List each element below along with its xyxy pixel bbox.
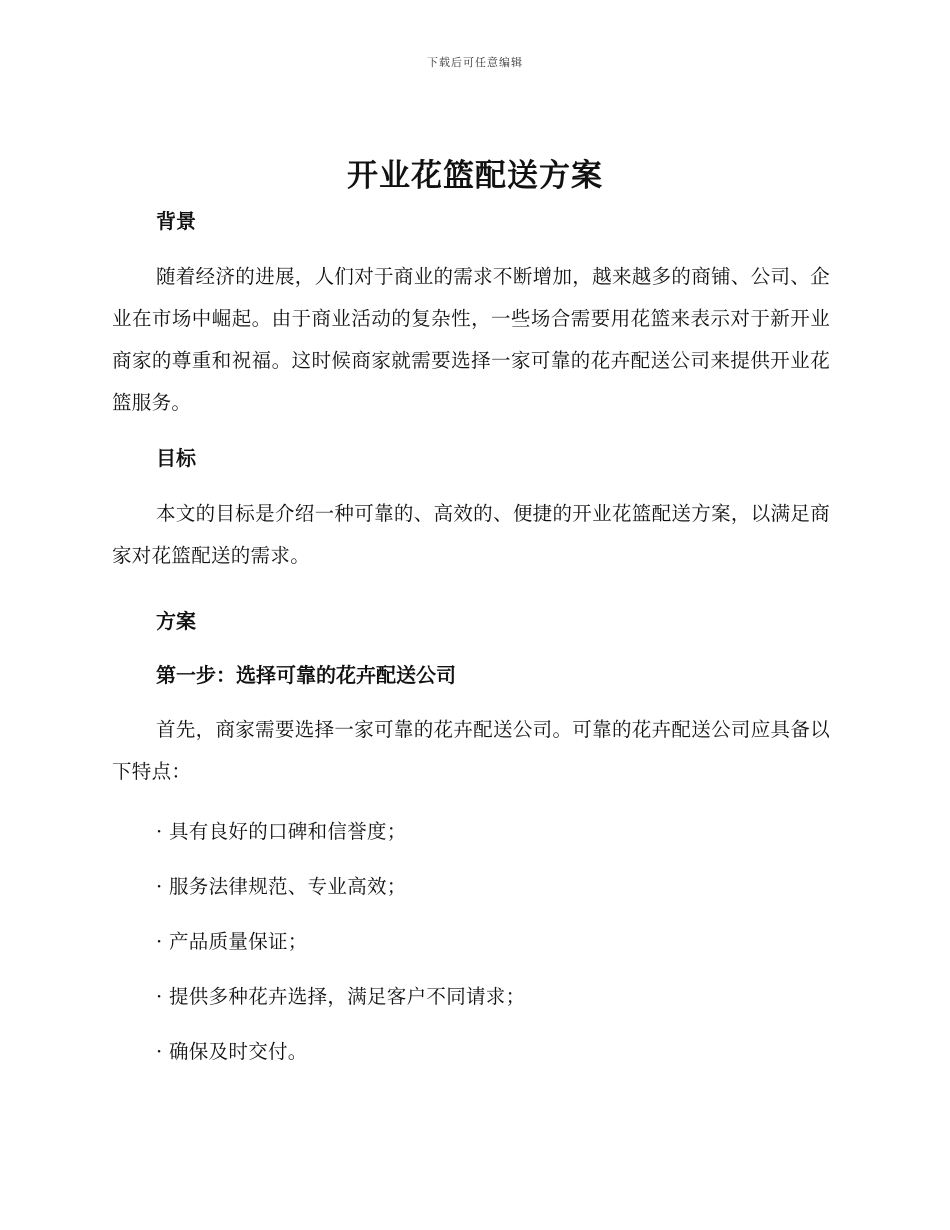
step1-heading: 第一步：选择可靠的花卉配送公司 [156, 663, 456, 687]
step1-paragraph: 首先，商家需要选择一家可靠的花卉配送公司。可靠的花卉配送公司应具备以下特点： [112, 718, 830, 783]
document-title: 开业花篮配送方案 [347, 158, 603, 194]
list-item: · 提供多种花卉选择，满足客户不同请求； [156, 985, 526, 1008]
section-heading-plan: 方案 [156, 609, 196, 633]
background-paragraph: 随着经济的进展，人们对于商业的需求不断增加，越来越多的商铺、公司、企业在市场中崛起。由于商业活动的复杂性，一些场合需要用花篮来表示对于新开业商家的尊重和祝福。这时候商家就需要选择一家可靠的花卉配送公司来提供开业花篮服务。 [112, 265, 830, 414]
section-heading-background: 背景 [156, 209, 196, 233]
section-heading-goal: 目标 [156, 446, 196, 470]
document-body [112, 204, 830, 1069]
list-item: · 产品质量保证； [156, 930, 308, 953]
page-header: 下载后可任意编辑 [427, 56, 523, 69]
list-item: · 具有良好的口碑和信誉度； [156, 820, 407, 843]
list-item: · 服务法律规范、专业高效； [156, 875, 407, 898]
list-item: · 确保及时交付。 [156, 1040, 308, 1063]
goal-paragraph: 本文的目标是介绍一种可靠的、高效的、便捷的开业花篮配送方案，以满足商家对花篮配送的需求。 [112, 502, 830, 567]
